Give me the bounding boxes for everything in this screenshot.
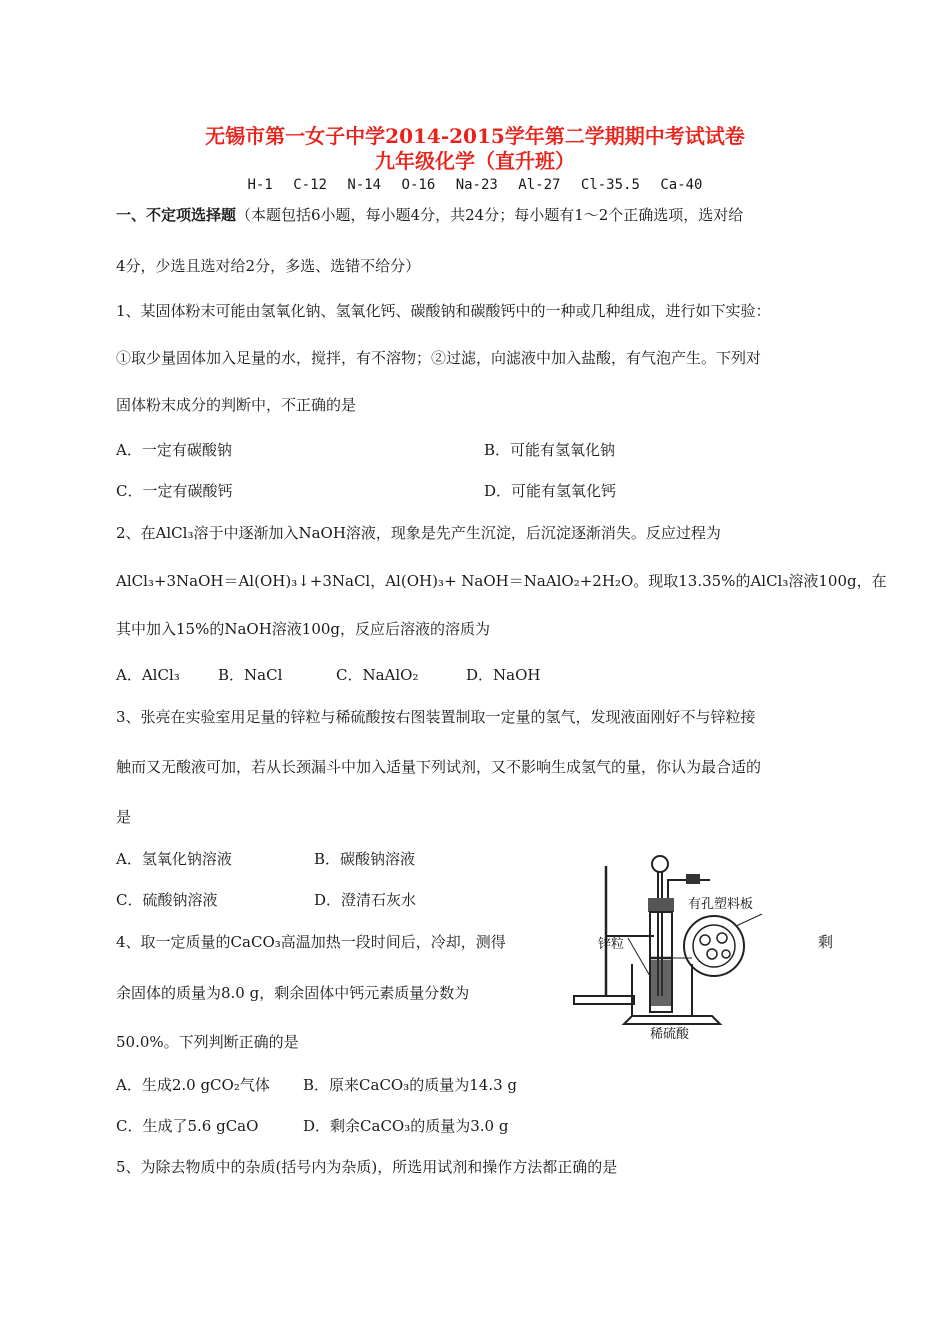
q3-option-d: D．澄清石灰水 — [314, 891, 417, 909]
tube-clip — [686, 874, 700, 884]
q4-option-b: B．原来CaCO₃的质量为14.3 g — [303, 1076, 517, 1094]
q2-option-c: C．NaAlO₂ — [336, 666, 419, 684]
plate-hole — [722, 950, 730, 958]
section-title: 一、不定项选择题 — [116, 206, 237, 224]
exam-subtitle: 九年级化学（直升班） — [375, 149, 575, 173]
q4-line1-end: 剩 — [818, 933, 834, 951]
q2-line3: 其中加入15%的NaOH溶液100g，反应后溶液的溶质为 — [116, 620, 491, 638]
apparatus-figure — [562, 846, 820, 1046]
plate-hole — [717, 933, 727, 943]
stopper — [648, 898, 674, 912]
q4-option-a: A．生成2.0 gCO₂气体 — [116, 1076, 270, 1094]
q1-option-b: B．可能有氢氧化钠 — [484, 441, 616, 459]
label-plate: 有孔塑料板 — [688, 897, 754, 912]
atomic-mass: Ca-40 — [660, 177, 703, 193]
label-acid: 稀硫酸 — [650, 1027, 690, 1042]
q2-option-a: A．AlCl₃ — [116, 666, 180, 684]
atomic-mass: H-1 — [247, 177, 273, 193]
q2-line2: AlCl₃+3NaOH＝Al(OH)₃↓+3NaCl，Al(OH)₃+ NaOH＝NaAlO₂+2H₂O。现取13.35%的AlCl₃溶液100g，在 — [116, 572, 887, 590]
q3-option-b: B．碳酸钠溶液 — [314, 850, 416, 868]
atomic-mass: Na-23 — [455, 177, 498, 193]
q3-line1: 3、张亮在实验室用足量的锌粒与稀硫酸按右图装置制取一定量的氢气，发现液面刚好不与锌粒接 — [116, 708, 756, 726]
section-heading — [116, 205, 743, 225]
exam-title: 无锡市第一女子中学2014-2015学年第二学期期中考试试卷 — [205, 124, 745, 148]
atomic-mass: C-12 — [293, 177, 327, 193]
q4-option-c: C．生成了5.6 gCaO — [116, 1117, 259, 1135]
q2-option-b: B．NaCl — [218, 666, 283, 684]
label-zinc: 锌粒 — [598, 937, 625, 952]
section-instructions-cont: 4分，少选且选对给2分，多选、选错不给分） — [116, 257, 421, 275]
atomic-masses — [0, 175, 950, 195]
q5-line1: 5、为除去物质中的杂质(括号内为杂质)，所选用试剂和操作方法都正确的是 — [116, 1158, 618, 1176]
funnel-bulb — [652, 856, 668, 872]
q1-option-d: D．可能有氢氧化钙 — [484, 482, 617, 500]
plate-hole — [707, 949, 717, 959]
section-instructions: （本题包括6小题，每小题4分，共24分；每小题有1～2个正确选项，选对给 — [236, 206, 744, 224]
q1-option-c: C．一定有碳酸钙 — [116, 482, 233, 500]
q3-option-c: C．硫酸钠溶液 — [116, 891, 218, 909]
q4-line3: 50.0%。下列判断正确的是 — [116, 1033, 299, 1051]
atomic-mass: N-14 — [347, 177, 382, 193]
zinc-granules — [651, 960, 671, 1006]
q1-line1: 1、某固体粉末可能由氢氧化钠、氢氧化钙、碳酸钠和碳酸钙中的一种或几种组成，进行如下实验： — [116, 302, 771, 320]
q4-option-d: D．剩余CaCO₃的质量为3.0 g — [303, 1117, 509, 1135]
plate-hole — [700, 935, 710, 945]
q3-line3: 是 — [116, 808, 132, 826]
q1-option-a: A．一定有碳酸钠 — [116, 441, 232, 459]
q4-line2: 余固体的质量为8.0 g，剩余固体中钙元素质量分数为 — [116, 984, 470, 1002]
q1-line3: 固体粉末成分的判断中，不正确的是 — [116, 396, 357, 414]
stand-base — [574, 996, 634, 1004]
q3-line2: 触而又无酸液可加，若从长颈漏斗中加入适量下列试剂，又不影响生成氢气的量，你认为最合适的 — [116, 758, 762, 776]
q3-option-a: A．氢氧化钠溶液 — [116, 850, 232, 868]
atomic-mass: O-16 — [401, 177, 436, 193]
atomic-mass: Cl-35.5 — [580, 177, 640, 193]
q2-option-d: D．NaOH — [466, 666, 541, 684]
q1-line2: ①取少量固体加入足量的水，搅拌，有不溶物；②过滤，向滤液中加入盐酸，有气泡产生。下列对 — [116, 349, 762, 367]
q4-line1: 4、取一定质量的CaCO₃高温加热一段时间后，冷却，测得 — [116, 933, 506, 951]
atomic-mass: Al-27 — [518, 177, 561, 193]
platform — [624, 1016, 720, 1024]
q2-line1: 2、在AlCl₃溶于中逐渐加入NaOH溶液，现象是先产生沉淀，后沉淀逐渐消失。反应过程为 — [116, 524, 721, 542]
